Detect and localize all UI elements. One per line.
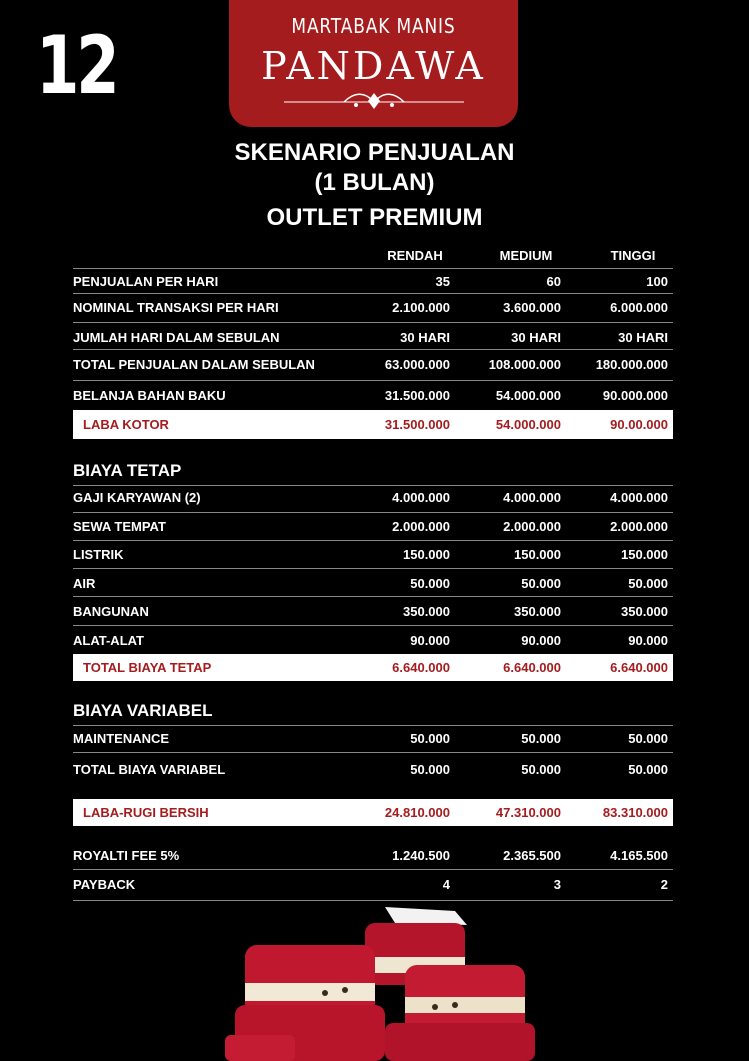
column-header-tinggi: TINGGI (610, 248, 656, 263)
column-header-medium: MEDIUM (499, 248, 553, 263)
page-number: 12 (36, 19, 117, 112)
logo-subtitle: MARTABAK MANIS (291, 14, 456, 38)
variable-costs-heading: BIAYA VARIABEL (73, 701, 213, 720)
ornament-icon (284, 90, 464, 112)
total-fixed-costs-row: TOTAL BIAYA TETAP 6.640.000 6.640.000 6.640.000 (73, 654, 673, 681)
brand-logo (229, 0, 518, 127)
column-header-rendah: RENDAH (387, 248, 443, 263)
page-title: SKENARIO PENJUALAN (1 BULAN) (234, 139, 515, 196)
fixed-costs-heading: BIAYA TETAP (73, 461, 182, 480)
gross-profit-row: LABA KOTOR 31.500.000 54.000.000 90.00.000 (73, 410, 673, 439)
logo-name: PANDAWA (261, 44, 486, 88)
net-profit-row: LABA-RUGI BERSIH 24.810.000 47.310.000 83.310.000 (73, 799, 673, 826)
page-subtitle: OUTLET PREMIUM (266, 204, 483, 231)
martabak-image (205, 905, 545, 1061)
